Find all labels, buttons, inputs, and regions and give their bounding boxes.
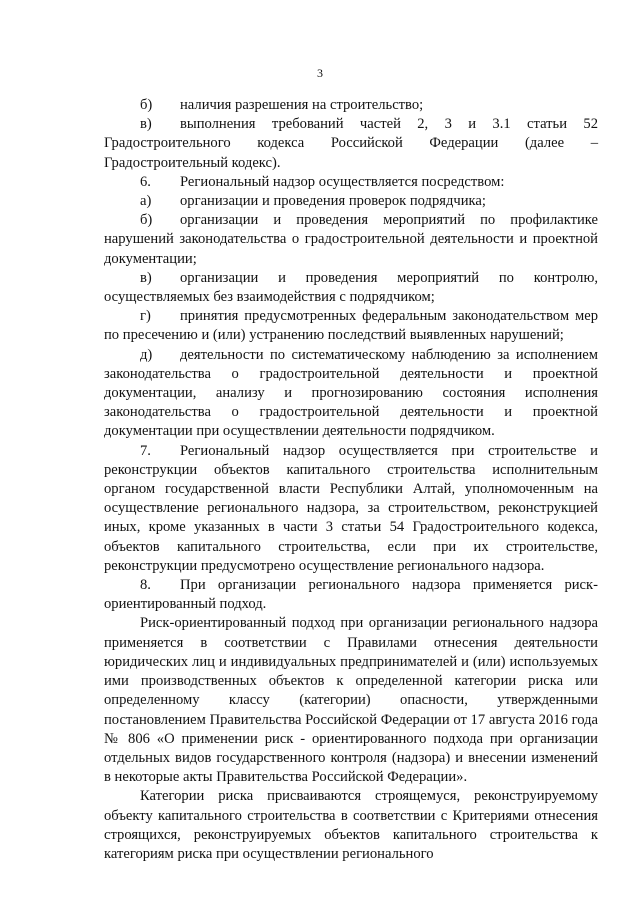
list-marker: в) (140, 269, 152, 286)
document-body (104, 96, 598, 864)
list-item (104, 576, 598, 614)
list-item-text: Региональный надзор осуществляется посредством: (180, 173, 505, 190)
list-marker: 7. (140, 442, 151, 459)
list-item-text: Региональный надзор осуществляется при строительстве и реконструкции объектов капитального строительства исполнительным органом государственной власти Республики Алтай, уполномоченным на осуществление регионального надзора, за строительством, реконструкцией иных, кроме указанных в части 3 статьи 54 Градостроительного кодекса, объектов капитального строительства, если при их строительстве, реконструкции предусмотрено осуществление регионального надзора. (104, 442, 598, 574)
page-number: 3 (317, 66, 323, 80)
paragraph: Риск-ориентированный подход при организации регионального надзора применяется в соответствии с Правилами отнесения деятельности юридических лиц и индивидуальных предпринимателей и (или) используемых ими производственных объектов к определенной категории риска или определенному классу (категории) опасности, утвержденными постановлением Правительства Российской Федерации от 17 августа 2016 года № 806 «О применении риск - ориентированного подхода при организации отдельных видов государственного контроля (надзора) и внесении изменений в некоторые акты Правительства Российской Федерации». (104, 615, 598, 786)
list-item-text: наличия разрешения на строительство; (180, 97, 424, 113)
list-item-text: выполнения требований частей 2, 3 и 3.1 статьи 52 Градостроительного кодекса Российской Федерации (далее – Градостроительный кодекс). (104, 116, 598, 171)
list-item-text: принятия предусмотренных федеральным законодательством мер по пресечению и (или) устранению последствий выявленных нарушений; (104, 308, 598, 344)
list-marker: г) (140, 308, 151, 325)
list-marker: а) (140, 193, 152, 210)
list-item-text: организации и проведения мероприятий по профилактике нарушений законодательства о градостроительной деятельности и проектной документации; (104, 212, 598, 267)
list-marker: 8. (140, 577, 151, 594)
list-item (104, 173, 598, 192)
list-marker: б) (140, 212, 153, 229)
list-item (104, 307, 598, 345)
list-marker: 6. (140, 173, 151, 190)
list-item (104, 346, 598, 442)
list-marker: б) (140, 97, 153, 113)
list-item (104, 269, 598, 307)
list-item (104, 442, 598, 576)
list-marker: д) (140, 346, 153, 363)
list-item (104, 211, 598, 269)
list-item-text: организации и проведения проверок подрядчика; (180, 193, 486, 210)
list-item (104, 115, 598, 173)
list-item (104, 96, 598, 115)
list-item (104, 192, 598, 211)
paragraph: Категории риска присваиваются строящемуся, реконструируемому объекту капитального строительства в соответствии с Критериями отнесения строящихся, реконструируемых объектов капитального строительства к категориям риска при осуществлении регионального (104, 788, 598, 862)
list-item-text: деятельности по систематическому наблюдению за исполнением законодательства о градостроительной деятельности и проектной документации, анализу и прогнозированию состояния исполнения законодательства о градостроительной деятельности и проектной документации при осуществлении деятельности подрядчиком. (104, 346, 598, 440)
list-marker: в) (140, 116, 152, 133)
list-item-text: При организации регионального надзора применяется риск-ориентированный подход. (104, 577, 598, 613)
list-item-text: организации и проведения мероприятий по контролю, осуществляемых без взаимодействия с подрядчиком; (104, 269, 598, 306)
